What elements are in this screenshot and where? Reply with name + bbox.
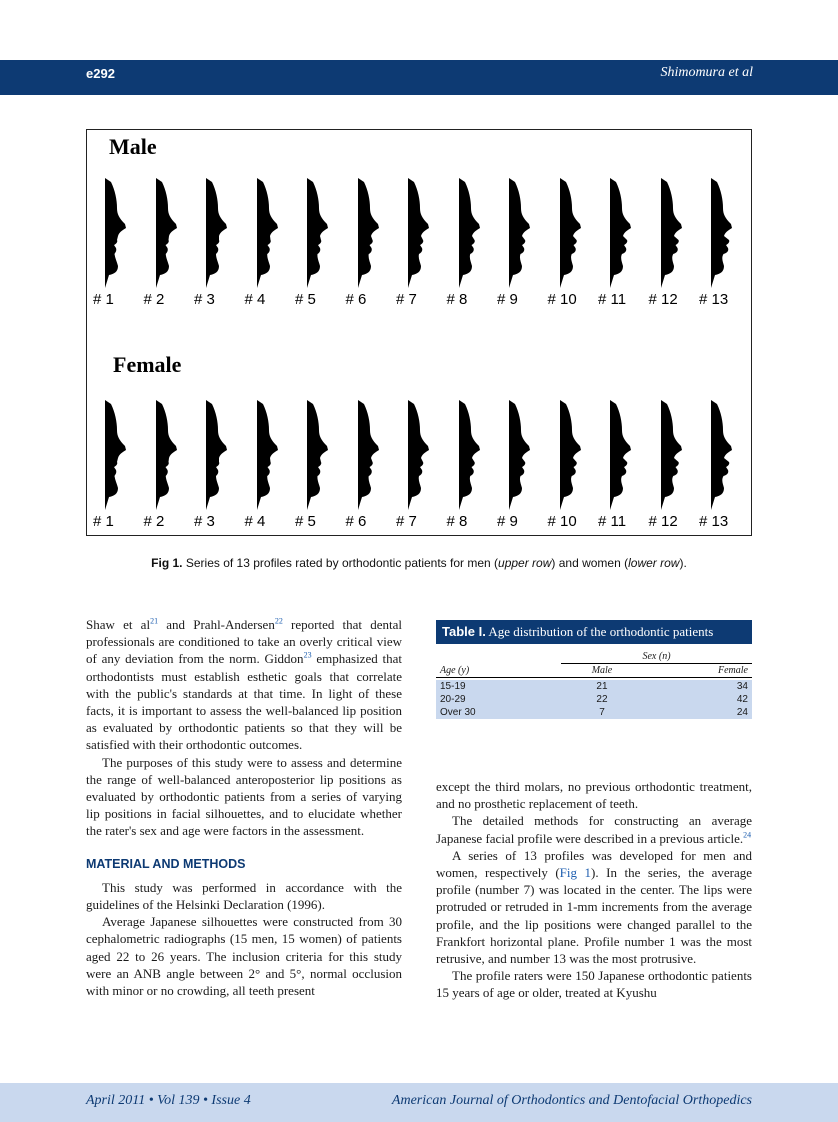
profile-number: # 2 bbox=[143, 291, 165, 308]
face-silhouette-icon bbox=[408, 400, 436, 512]
face-silhouette-icon bbox=[358, 400, 386, 512]
paragraph: This study was performed in accordance with the guidelines of the Helsinki Declaration (1996). bbox=[86, 879, 402, 913]
running-authors: Shimomura et al bbox=[660, 65, 753, 80]
journal-name: American Journal of Orthodontics and Dentofacial Orthopedics bbox=[391, 1093, 752, 1108]
header-bar bbox=[0, 60, 838, 95]
silhouette-shape bbox=[307, 400, 328, 510]
paragraph: Average Japanese silhouettes were constructed from 30 cephalometric radiographs (15 men, 15 women) of patients aged 22 to 26 years. The inclusion criteria for this study were an ANB angle between 2° and 5°, normal occlusion with minor or no crowding, all teeth present bbox=[86, 914, 402, 999]
face-silhouette-icon bbox=[509, 178, 537, 290]
silhouette-shape bbox=[560, 178, 581, 288]
profile-number: # 7 bbox=[396, 291, 417, 308]
male-row-title: Male bbox=[109, 134, 157, 159]
cell: 21 bbox=[561, 680, 643, 693]
silhouette-shape bbox=[408, 178, 429, 288]
table-grid bbox=[436, 650, 752, 719]
face-silhouette-icon bbox=[610, 400, 638, 512]
table-1 bbox=[436, 620, 752, 719]
table-title bbox=[436, 620, 752, 644]
figure-link[interactable]: Fig 1 bbox=[559, 865, 592, 881]
paragraph: The profile raters were 150 Japanese orthodontic patients 15 years of age or older, treated at Kyushu bbox=[436, 968, 752, 1001]
face-silhouette-icon bbox=[156, 178, 184, 290]
profile-number: # 9 bbox=[497, 291, 518, 308]
silhouette-shape bbox=[257, 400, 278, 510]
right-column bbox=[436, 778, 752, 1002]
caption-end: ). bbox=[679, 556, 687, 570]
silhouette-shape bbox=[509, 178, 530, 288]
profile-number: # 13 bbox=[699, 291, 729, 308]
silhouette-shape bbox=[459, 178, 480, 288]
profile-number: # 5 bbox=[295, 291, 316, 308]
caption-text: Series of 13 profiles rated by orthodontic patients for men ( bbox=[185, 556, 499, 570]
silhouette-shape bbox=[661, 400, 682, 510]
female-profile-row bbox=[87, 400, 751, 530]
face-silhouette-icon bbox=[105, 400, 133, 512]
silhouette-shape bbox=[156, 400, 177, 510]
col-header: Female bbox=[643, 664, 752, 678]
silhouette-shape bbox=[560, 400, 581, 510]
face-silhouette-icon bbox=[560, 400, 588, 512]
face-silhouette-icon bbox=[156, 400, 184, 512]
table-title-text: Age distribution of the orthodontic patients bbox=[488, 624, 714, 639]
cell: 15-19 bbox=[436, 680, 561, 693]
cell: 20-29 bbox=[436, 693, 561, 706]
figure-caption bbox=[86, 556, 752, 570]
silhouette-shape bbox=[105, 178, 126, 288]
profile-number: # 10 bbox=[547, 513, 577, 530]
profile-number: # 6 bbox=[345, 513, 367, 530]
female-profile bbox=[398, 400, 448, 530]
profile-number: # 3 bbox=[194, 513, 215, 530]
caption-label: Fig 1. bbox=[151, 556, 183, 570]
cell: 22 bbox=[561, 693, 643, 706]
face-silhouette-icon bbox=[358, 178, 386, 290]
paragraph: Shaw et $al^{21}$ and Prahl-Andersen$^{22}$ reported that dental professionals are conditioned to take an overly critical view of any deviation from the norm. Giddon$^{23}$ emphasized that orthodontists must establish esthetic goals that correlate with the public's standards at that time. In light of these facts, it is important to assess the well-balanced lip position as evaluated by orthodontic patients so that they will be satisfied with their orthodontic outcomes. bbox=[86, 616, 402, 753]
footer-bar bbox=[0, 1083, 838, 1122]
citation[interactable]: 23 bbox=[303, 651, 312, 661]
male-profile bbox=[648, 178, 701, 308]
silhouette-shape bbox=[661, 178, 682, 288]
face-silhouette-icon bbox=[661, 178, 689, 290]
silhouette-shape bbox=[610, 178, 631, 288]
profile-number: # 6 bbox=[345, 291, 367, 308]
female-profile bbox=[600, 400, 650, 530]
face-silhouette-icon bbox=[257, 178, 285, 290]
silhouette-shape bbox=[459, 400, 480, 510]
profile-number: # 11 bbox=[598, 513, 627, 530]
face-silhouette-icon bbox=[408, 178, 436, 290]
face-silhouette-icon bbox=[257, 400, 285, 512]
cell: 7 bbox=[561, 706, 643, 719]
page-number: e292 bbox=[86, 66, 115, 81]
female-profile bbox=[95, 400, 145, 530]
profile-number: # 4 bbox=[244, 291, 266, 308]
female-row-title: Female bbox=[113, 352, 182, 377]
profile-number: # 12 bbox=[648, 291, 678, 308]
silhouette-shape bbox=[206, 178, 227, 288]
caption-lower: lower row bbox=[628, 556, 680, 570]
cell: 24 bbox=[643, 706, 752, 719]
female-profile bbox=[297, 400, 347, 530]
citation[interactable]: 24 bbox=[743, 830, 752, 840]
profile-number: # 10 bbox=[547, 291, 577, 308]
col-header: Male bbox=[561, 664, 643, 678]
profile-number: # 8 bbox=[446, 513, 468, 530]
silhouette-shape bbox=[105, 400, 126, 510]
female-profile bbox=[196, 400, 246, 530]
profile-number: # 9 bbox=[497, 513, 518, 530]
paragraph: The purposes of this study were to assess and determine the range of well-balanced anteroposterior lip positions as evaluated by orthodontic patients from a series of varying lip positions in facial silhouettes, and to elucidate whether the rater's sex and age were factors in the assessment. bbox=[86, 754, 402, 839]
face-silhouette-icon bbox=[509, 400, 537, 512]
male-profile bbox=[600, 178, 650, 308]
section-heading: MATERIAL AND METHODS bbox=[86, 856, 246, 871]
face-silhouette-icon bbox=[459, 400, 487, 512]
table-row bbox=[436, 693, 752, 706]
citation[interactable]: 22 bbox=[274, 616, 283, 626]
profile-number: # 8 bbox=[446, 291, 468, 308]
left-column bbox=[86, 616, 402, 999]
cell: 34 bbox=[643, 680, 752, 693]
profile-number: # 11 bbox=[598, 291, 627, 308]
citation[interactable]: 21 bbox=[150, 616, 159, 626]
table-row bbox=[436, 706, 752, 719]
male-profile bbox=[95, 178, 145, 308]
female-profile bbox=[547, 400, 600, 530]
male-profile bbox=[143, 178, 196, 308]
profile-number: # 7 bbox=[396, 513, 417, 530]
silhouette-shape bbox=[358, 400, 379, 510]
caption-upper: upper row bbox=[498, 556, 552, 570]
silhouette-shape bbox=[358, 178, 379, 288]
profile-number: # 12 bbox=[648, 513, 678, 530]
face-silhouette-icon bbox=[105, 178, 133, 290]
male-profile bbox=[244, 178, 297, 308]
face-silhouette-icon bbox=[711, 400, 739, 512]
col-header: Age (y) bbox=[436, 664, 561, 678]
male-profile bbox=[345, 178, 398, 308]
cell: 42 bbox=[643, 693, 752, 706]
female-profile bbox=[648, 400, 701, 530]
face-silhouette-icon bbox=[307, 178, 335, 290]
face-silhouette-icon bbox=[307, 400, 335, 512]
table-label: Table I. bbox=[442, 624, 486, 639]
silhouette-shape bbox=[509, 400, 530, 510]
face-silhouette-icon bbox=[206, 400, 234, 512]
female-profile bbox=[143, 400, 196, 530]
profile-number: # 3 bbox=[194, 291, 215, 308]
group-header: Sex (n) bbox=[561, 650, 752, 664]
silhouette-shape bbox=[610, 400, 631, 510]
profile-number: # 1 bbox=[93, 291, 114, 308]
female-profile bbox=[499, 400, 549, 530]
silhouette-shape bbox=[711, 178, 732, 288]
profile-number: # 13 bbox=[699, 513, 729, 530]
male-profile bbox=[297, 178, 347, 308]
face-silhouette-icon bbox=[610, 178, 638, 290]
male-profile-row bbox=[87, 178, 751, 308]
male-profile bbox=[196, 178, 246, 308]
paragraph: A series of 13 profiles was developed for men and women, respectively (Fig 1). In the series, the average profile (number 7) was located in the center. The lips were protruded or retruded in 1-mm increments from the average profile, and the lip positions were changed parallel to the Frankfort horizontal plane. Profile number 1 was the most retrusive, and number 13 was the most protrusive. bbox=[436, 847, 753, 967]
face-silhouette-icon bbox=[206, 178, 234, 290]
silhouette-shape bbox=[307, 178, 328, 288]
profile-number: # 5 bbox=[295, 513, 316, 530]
male-profile bbox=[499, 178, 549, 308]
silhouette-shape bbox=[257, 178, 278, 288]
face-silhouette-icon bbox=[459, 178, 487, 290]
male-profile bbox=[547, 178, 600, 308]
female-profile bbox=[244, 400, 297, 530]
male-profile bbox=[701, 178, 751, 308]
profile-number: # 1 bbox=[93, 513, 114, 530]
male-profile bbox=[398, 178, 448, 308]
female-profile bbox=[446, 400, 499, 530]
female-profile bbox=[701, 400, 751, 530]
face-silhouette-icon bbox=[560, 178, 588, 290]
silhouette-shape bbox=[206, 400, 227, 510]
profile-number: # 2 bbox=[143, 513, 165, 530]
table-row bbox=[436, 680, 752, 693]
silhouette-shape bbox=[156, 178, 177, 288]
face-silhouette-icon bbox=[711, 178, 739, 290]
caption-text-mid: ) and women ( bbox=[551, 556, 629, 570]
paragraph: The detailed methods for constructing an average Japanese facial profile were described in a previous article.$^{24}$ bbox=[436, 813, 752, 846]
silhouette-shape bbox=[408, 400, 429, 510]
face-silhouette-icon bbox=[661, 400, 689, 512]
figure-1 bbox=[86, 129, 752, 536]
silhouette-shape bbox=[711, 400, 732, 510]
issue-info: April 2011 • Vol 139 • Issue 4 bbox=[86, 1093, 251, 1108]
female-profile bbox=[345, 400, 398, 530]
profile-number: # 4 bbox=[244, 513, 266, 530]
paragraph: except the third molars, no previous orthodontic treatment, and no prosthetic replacement of teeth. bbox=[436, 779, 752, 812]
male-profile bbox=[446, 178, 499, 308]
cell: Over 30 bbox=[436, 706, 561, 719]
